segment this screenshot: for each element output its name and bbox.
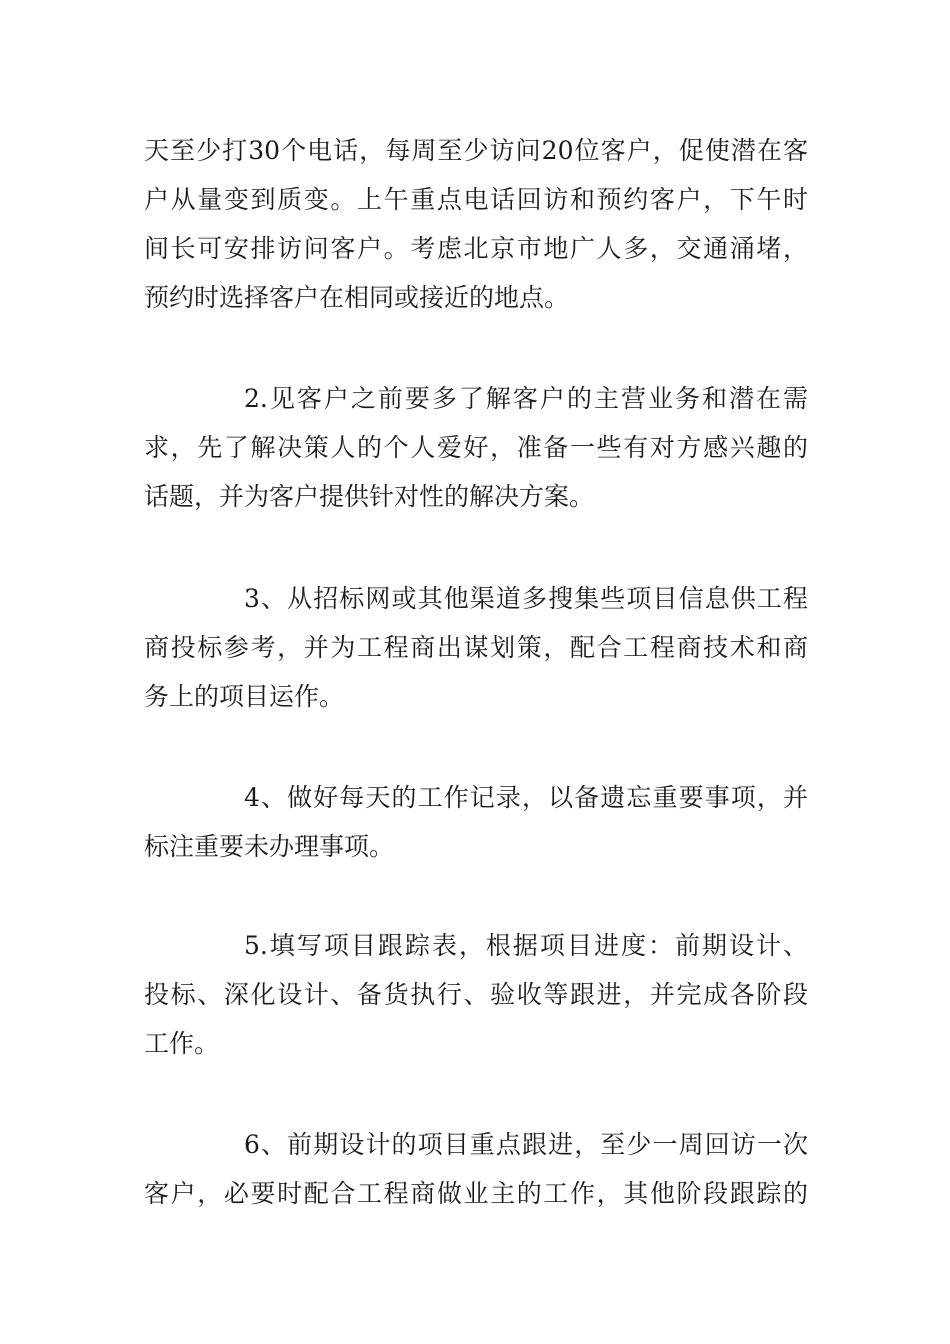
- text-line: 客户，必要时配合工程商做业主的工作，其他阶段跟踪的: [144, 1179, 808, 1208]
- text-line: 务上的项目运作。: [144, 682, 345, 711]
- text-line: 求，先了解决策人的个人爱好，准备一些有对方感兴趣的: [144, 433, 808, 462]
- text-line: 商投标参考，并为工程商出谋划策，配合工程商技术和商: [144, 633, 808, 662]
- text-line: 2.见客户之前要多了解客户的主营业务和潜在需: [244, 384, 808, 413]
- text-line: 4、做好每天的工作记录，以备遗忘重要事项，并: [244, 783, 808, 812]
- text-line: 标注重要未办理事项。: [144, 832, 395, 861]
- paragraph-1: [144, 126, 808, 322]
- text-line: 预约时选择客户在相同或接近的地点。: [144, 283, 570, 312]
- paragraph-5: [144, 921, 808, 1068]
- paragraph-6: [144, 1120, 808, 1218]
- text-line: 投标、深化设计、备货执行、验收等跟进，并完成各阶段: [144, 980, 808, 1009]
- text-line: 6、前期设计的项目重点跟进，至少一周回访一次: [244, 1130, 808, 1159]
- paragraph-2: [144, 374, 808, 521]
- text-line: 户从量变到质变。上午重点电话回访和预约客户，下午时: [144, 185, 808, 214]
- text-line: 间长可安排访问客户。考虑北京市地广人多，交通涌堵，: [144, 234, 808, 263]
- text-line: 工作。: [144, 1029, 220, 1058]
- text-line: 3、从招标网或其他渠道多搜集些项目信息供工程: [244, 584, 808, 613]
- text-line: 天至少打30个电话，每周至少访问20位客户，促使潜在客: [144, 136, 808, 165]
- text-line: 话题，并为客户提供针对性的解决方案。: [144, 482, 595, 511]
- text-line: 5.填写项目跟踪表，根据项目进度：前期设计、: [244, 931, 808, 960]
- paragraph-4: [144, 773, 808, 871]
- paragraph-3: [144, 574, 808, 721]
